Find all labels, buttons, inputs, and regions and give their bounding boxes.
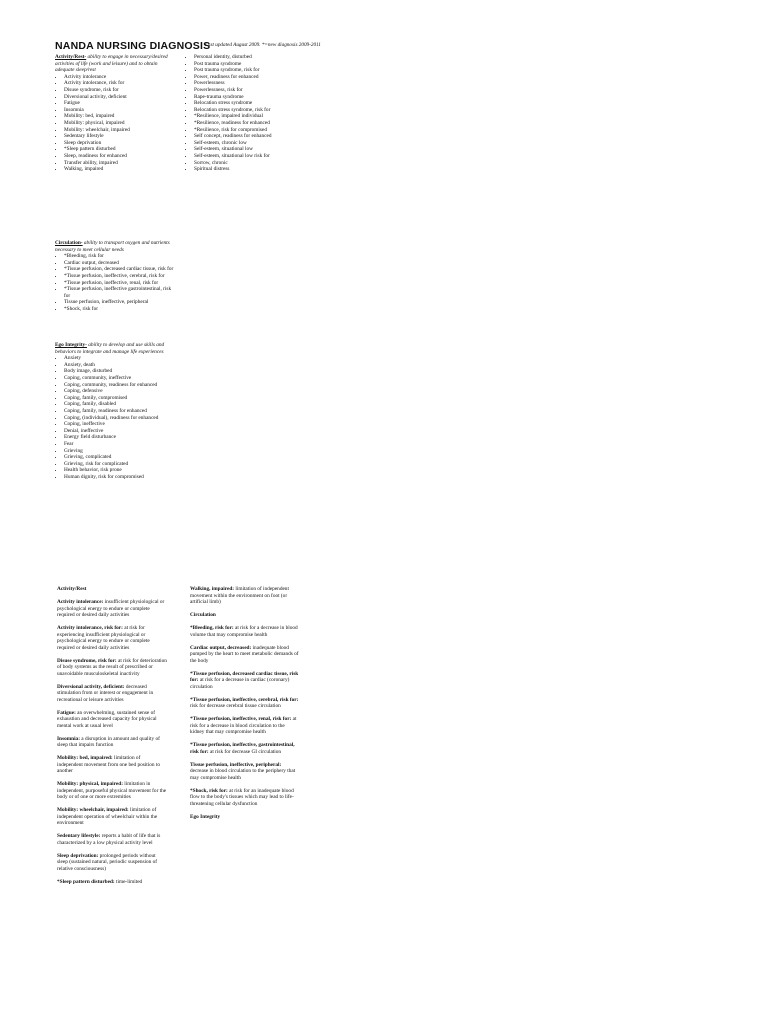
list-item: • Mobility: physical, impaired: [64, 120, 175, 127]
list-item: • Human dignity, risk for compromised: [64, 474, 175, 481]
definition-term: Activity/Rest: [57, 586, 87, 592]
definition-entry: [190, 716, 300, 736]
activity-category: [55, 54, 175, 173]
list-item: • Transfer ability, impaired: [64, 160, 175, 167]
definition-term: *Tissue perfusion, ineffective, cerebral, risk for:: [190, 696, 299, 703]
definition-entry: [57, 684, 167, 704]
list-item: • Power, readiness for enhanced: [194, 74, 305, 81]
ego-integrity-description: ability to develop and use skills and behaviors to integrate and manage life experiences: [55, 342, 165, 355]
definition-text: risk for decrease cerebral tissue circulation: [190, 703, 281, 709]
list-item: • Activity intolerance, risk for: [64, 80, 175, 87]
list-item: • Powerlessness: [194, 80, 305, 87]
list-item: • Powerlessness, risk for: [194, 87, 305, 94]
list-item: • Spiritual distress: [194, 166, 305, 173]
definition-entry: [190, 762, 300, 782]
list-item: • Coping, defensive: [64, 388, 175, 395]
definition-term: *Tissue perfusion, ineffective, renal, risk for:: [190, 716, 292, 722]
definition-term: Mobility: bed, impaired:: [57, 755, 113, 761]
ego-integrity-list: [55, 355, 175, 480]
list-item: • Self-esteem, situational low risk for: [194, 153, 305, 160]
definition-entry: [57, 755, 167, 775]
definition-term: Cardiac output, decreased:: [190, 644, 252, 651]
definition-term: Insomnia:: [57, 735, 80, 742]
list-item: • Sleep, readiness for enhanced: [64, 153, 175, 160]
definition-text: reports a habit of life that is characterized by a low physical activity level: [57, 833, 161, 846]
circulation-category: [55, 240, 175, 313]
list-item: • *Resilience, risk for compromised: [194, 127, 305, 134]
definition-entry: [57, 586, 167, 593]
definition-entry: [57, 625, 167, 651]
list-item: • Walking, impaired: [64, 166, 175, 173]
definition-term: Tissue perfusion, ineffective, peripheral:: [190, 761, 282, 768]
ego-integrity-heading: Ego Integrity-: [55, 342, 87, 348]
definition-text: limitation of independent movement within the environment on foot (or artificial limb): [190, 586, 289, 605]
list-item: • Post trauma syndrome: [194, 61, 305, 68]
list-item: • Fear: [64, 441, 175, 448]
list-item: • *Tissue perfusion, ineffective, cerebral, risk for: [64, 273, 175, 280]
definition-term: Walking, impaired:: [190, 586, 235, 592]
definition-text: time-limited: [114, 878, 143, 885]
list-item: • Coping, ineffective: [64, 421, 175, 428]
activity-heading: Activity/Rest-: [55, 54, 87, 60]
definition-text: at risk for a decrease in blood volume that may compromise health: [190, 625, 298, 638]
definition-term: *Shock, risk for:: [190, 787, 228, 794]
definitions-column-2: [190, 586, 300, 827]
definition-entry: [190, 671, 300, 691]
list-item: • Energy field disturbance: [64, 434, 175, 441]
definition-entry: [57, 853, 167, 873]
list-item: • Fatigue: [64, 100, 175, 107]
list-item: • *Sleep pattern disturbed: [64, 146, 175, 153]
list-item: • Cardiac output, decreased: [64, 260, 175, 267]
circulation-description: ability to transport oxygen and nutrients necessary to meet cellular needs: [55, 240, 170, 253]
definition-entry: [57, 658, 167, 678]
definition-text: a disruption in amount and quality of sleep that impairs function: [57, 735, 160, 748]
definition-entry: [190, 814, 300, 821]
list-item: • Coping, family, compromised: [64, 395, 175, 402]
list-item: • Anxiety, death: [64, 362, 175, 369]
definitions-column-1: [57, 586, 167, 892]
definition-term: Mobility: wheelchair, impaired:: [57, 807, 129, 813]
definition-entry: [190, 625, 300, 638]
definition-entry: [57, 833, 167, 846]
list-item: • Coping, community, readiness for enhanced: [64, 382, 175, 389]
definition-entry: [190, 697, 300, 710]
definition-term: Disuse syndrome, risk for:: [57, 657, 117, 664]
list-item: • *Resilience, readiness for enhanced: [194, 120, 305, 127]
circulation-heading: Circulation-: [55, 240, 83, 246]
ego-integrity-list-continued: [185, 54, 305, 173]
list-item: • *Shock, risk for: [64, 306, 175, 313]
ego-integrity-category: [55, 342, 175, 480]
list-item: • *Resilience, impaired individual: [194, 113, 305, 120]
definition-entry: [190, 645, 300, 665]
definition-term: Sedentary lifestyle:: [57, 833, 101, 839]
definition-term: Ego Integrity: [190, 813, 221, 820]
definition-text: at risk for deterioration of body systems as the result of prescribed or unavoidable musculoskeletal inactivity: [57, 657, 167, 677]
list-item: • Disuse syndrome, risk for: [64, 87, 175, 94]
list-item: • Anxiety: [64, 355, 175, 362]
list-item: • Insomnia: [64, 107, 175, 114]
definition-term: *Tissue perfusion, decreased cardiac tissue, risk for:: [190, 670, 299, 683]
list-item: • *Tissue perfusion, ineffective gastrointestinal, risk for: [64, 286, 175, 299]
activity-description: ability to engage in necessary/desired activities of life (work and leisure) and to obtain adequate sleep/rest: [55, 54, 168, 74]
definition-text: at risk for an inadequate blood flow to the body's tissues which may lead to life-threatening cellular dysfunction: [190, 787, 294, 807]
list-item: • Coping, family, disabled: [64, 401, 175, 408]
circulation-list: [55, 253, 175, 312]
definition-text: decreased stimulation from or interest or engagement in recreational or leisure activities: [57, 683, 154, 703]
definition-term: Mobility: physical, impaired:: [57, 781, 123, 787]
definition-term: *Bleeding, risk for:: [190, 625, 234, 631]
definition-text: decrease in blood circulation to the periphery that may compromise health: [190, 768, 296, 781]
document-page: [55, 40, 655, 1005]
definition-text: insufficient physiological or psychological energy to endure or complete required or desired daily activities: [57, 599, 165, 618]
list-item: • Self-esteem, chronic low: [194, 140, 305, 147]
definition-text: at risk for decrease GI circulation: [208, 748, 282, 755]
list-item: • Mobility: wheelchair, impaired: [64, 127, 175, 134]
definition-term: Sleep deprivation:: [57, 852, 99, 859]
list-item: • Sedentary lifestyle: [64, 133, 175, 140]
definition-text: limitation of independent movement from one bed position to another: [57, 755, 160, 774]
document-title: NANDA NURSING DIAGNOSIS: [55, 40, 211, 52]
list-item: • Sorrow, chronic: [194, 160, 305, 167]
list-item: • Relocation stress syndrome, risk for: [194, 107, 305, 114]
definition-term: *Sleep pattern disturbed:: [57, 878, 115, 885]
definition-text: at risk for a decrease in cardiac (coronary) circulation: [190, 677, 290, 690]
definition-text: prolonged periods without sleep (sustained natural, periodic suspension of relative consciousness): [57, 852, 158, 872]
list-item: • Grieving: [64, 448, 175, 455]
definition-term: Activity intolerance, risk for:: [57, 625, 123, 631]
definition-text: inadequate blood pumped by the heart to meet metabolic demands of the body: [190, 644, 299, 664]
definition-term: *Tissue perfusion, ineffective, gastrointestinal, risk for:: [190, 742, 295, 755]
definition-entry: [190, 586, 300, 606]
list-item: • Sleep deprivation: [64, 140, 175, 147]
list-item: • Denial, ineffective: [64, 428, 175, 435]
list-item: • Relocation stress syndrome: [194, 100, 305, 107]
definition-entry: [57, 599, 167, 619]
list-item: • Grieving, complicated: [64, 454, 175, 461]
list-item: • Diversional activity, deficient: [64, 94, 175, 101]
document-subtitle: Last updated August 2009. *=new diagnosis 2009-2011: [205, 42, 321, 48]
definition-term: Fatigue:: [57, 709, 76, 716]
definition-term: Circulation: [190, 612, 216, 618]
list-item: • Body image, disturbed: [64, 368, 175, 375]
list-item: • Grieving, risk for complicated: [64, 461, 175, 468]
definition-entry: [190, 788, 300, 808]
activity-list: [55, 74, 175, 173]
definition-entry: [57, 736, 167, 749]
definition-entry: [57, 781, 167, 801]
definition-text: an overwhelming, sustained sense of exhaustion and decreased capacity for physical mental work at usual level: [57, 709, 157, 729]
definition-term: Activity intolerance:: [57, 599, 104, 605]
definition-entry: [190, 742, 300, 755]
definition-entry: [57, 710, 167, 730]
list-item: • *Bleeding, risk for: [64, 253, 175, 260]
list-item: • Self-esteem, situational low: [194, 146, 305, 153]
list-item: • *Tissue perfusion, ineffective, renal, risk for: [64, 280, 175, 287]
list-item: • Tissue perfusion, ineffective, peripheral: [64, 299, 175, 306]
list-item: • Activity intolerance: [64, 74, 175, 81]
definition-entry: [57, 807, 167, 827]
list-item: • Coping, (individual), readiness for enhanced: [64, 415, 175, 422]
list-item: • Coping, community, ineffective: [64, 375, 175, 382]
list-item: • Personal identity, disturbed: [194, 54, 305, 61]
list-item: • Rape-trauma syndrome: [194, 94, 305, 101]
ego-integrity-continued: [185, 54, 305, 173]
definition-term: Diversional activity, deficient:: [57, 683, 125, 690]
list-item: • Coping, family, readiness for enhanced: [64, 408, 175, 415]
definition-entry: [57, 879, 167, 886]
list-item: • Mobility: bed, impaired: [64, 113, 175, 120]
definition-entry: [190, 612, 300, 619]
list-item: • *Tissue perfusion, decreased cardiac tissue, risk for: [64, 266, 175, 273]
definition-text: at risk for experiencing insufficient physiological or psychological energy to endure or complete required or desired daily activities: [57, 625, 150, 651]
list-item: • Health behavior, risk prone: [64, 467, 175, 474]
definition-text: at risk for a decrease in blood circulation to the kidney that may compromise health: [190, 716, 297, 735]
definition-text: limitation of independent operation of wheelchair within the environment: [57, 807, 158, 826]
definition-text: limitation in independent, purposeful physical movement for the body or of one or more extremities: [57, 781, 167, 800]
list-item: • Post trauma syndrome, risk for: [194, 67, 305, 74]
list-item: • Self concept, readiness for enhanced: [194, 133, 305, 140]
